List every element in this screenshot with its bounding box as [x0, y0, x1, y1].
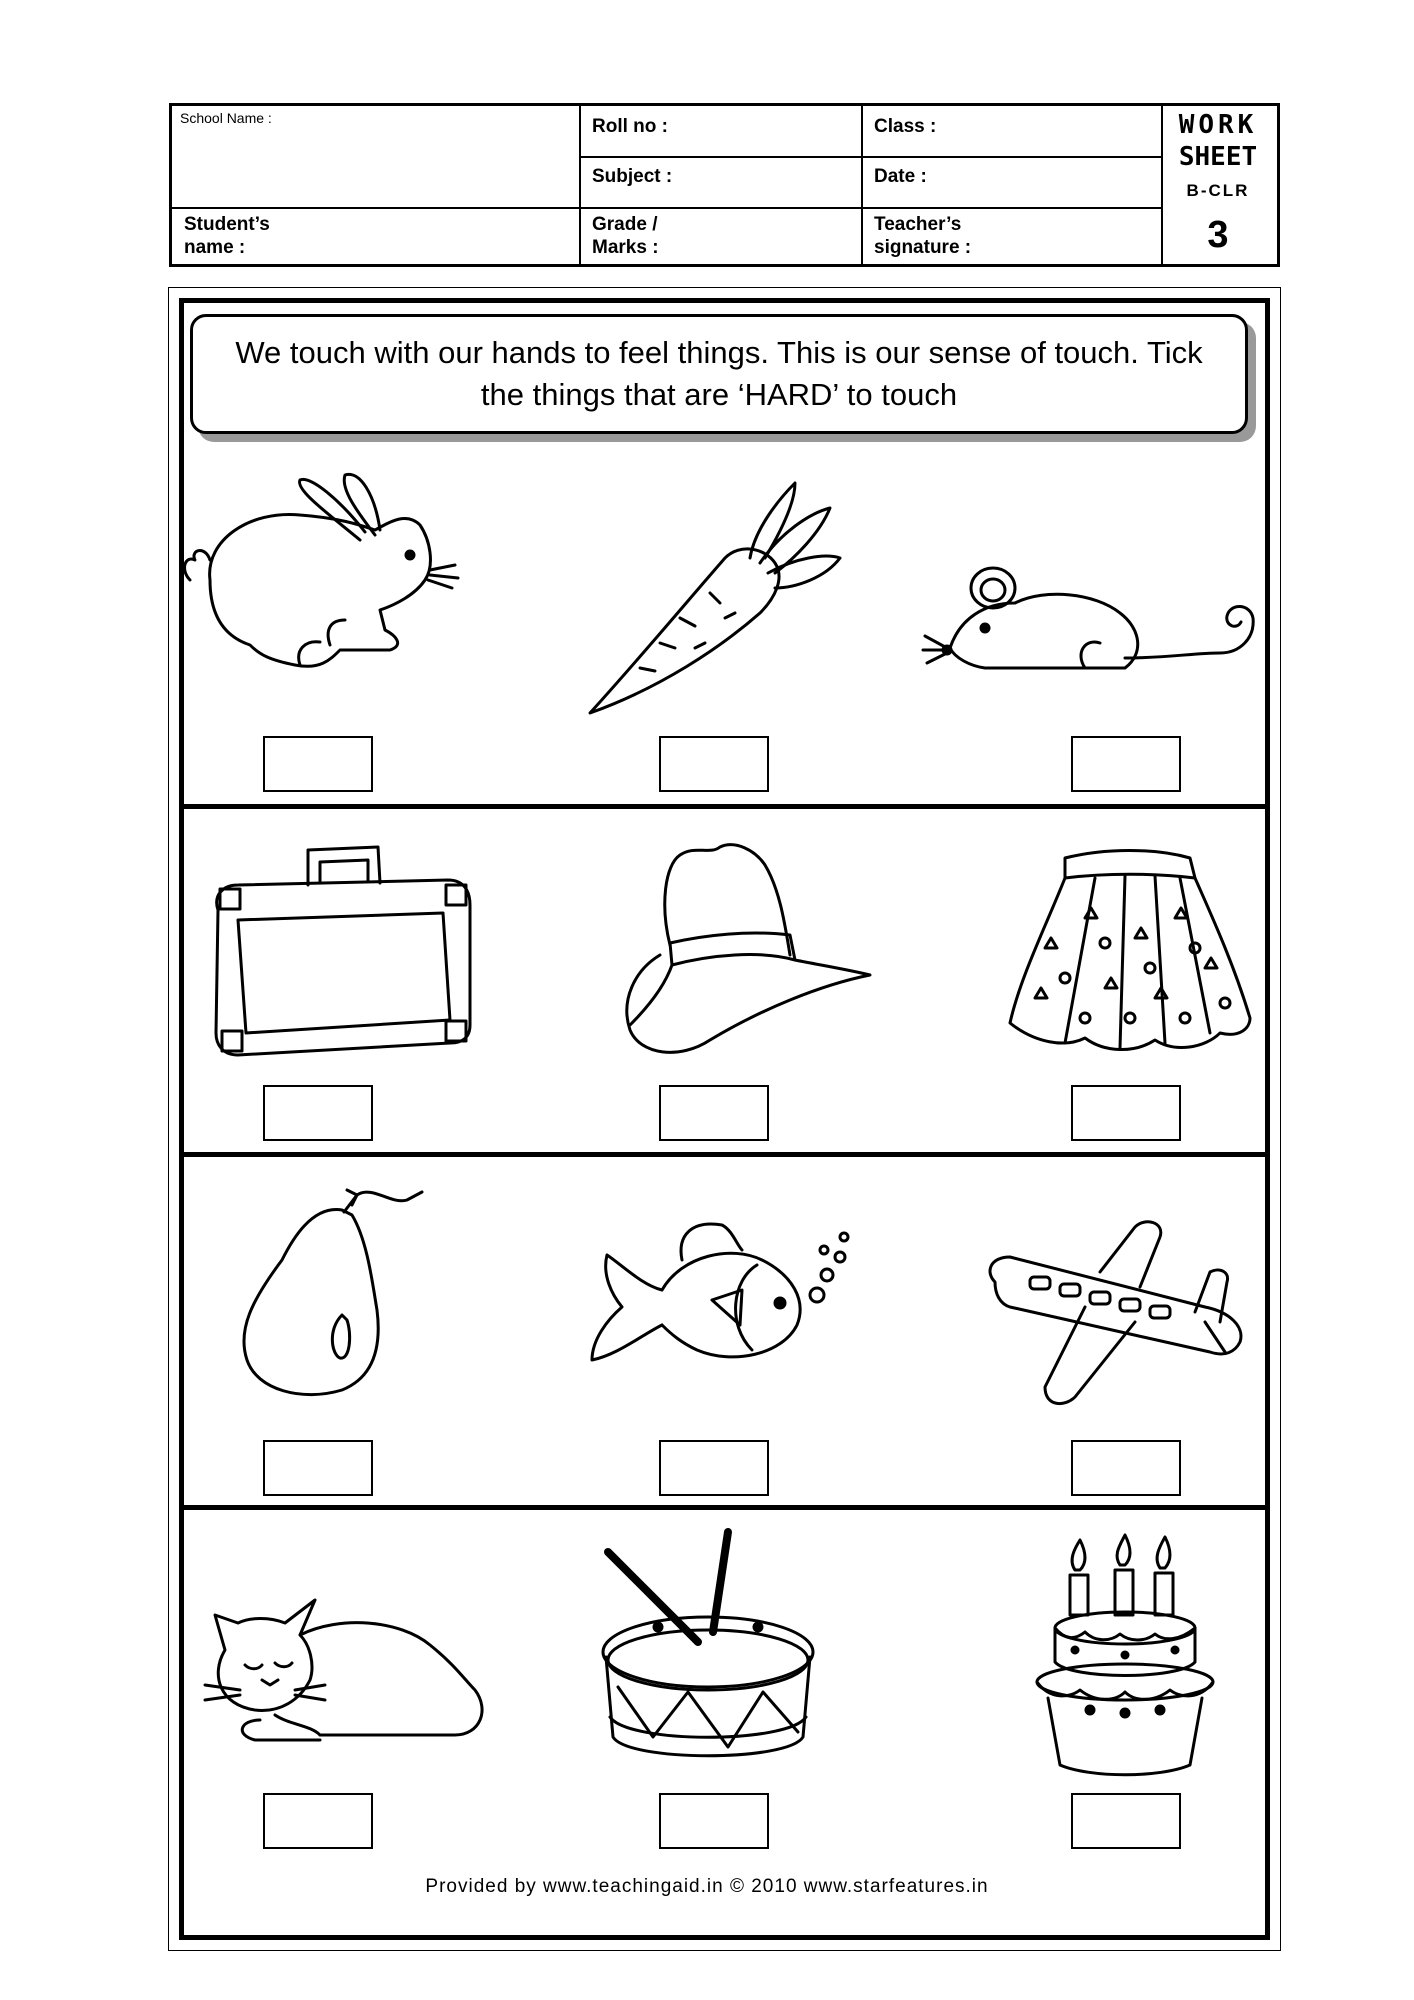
tick-box-airplane[interactable]: [1071, 1440, 1181, 1496]
row-divider: [179, 1505, 1270, 1510]
rabbit-icon: [180, 470, 480, 690]
tick-box-drum[interactable]: [659, 1793, 769, 1849]
worksheet-header: [169, 103, 1280, 267]
drum-icon: [598, 1532, 838, 1772]
date-label: Date :: [874, 166, 927, 187]
tick-box-fish[interactable]: [659, 1440, 769, 1496]
tick-box-mouse[interactable]: [1071, 736, 1181, 792]
airplane-icon: [975, 1212, 1265, 1422]
footer-credit: Provided by www.teachingaid.in © 2010 www.starfeatures.in: [425, 1876, 989, 1897]
tick-box-pear[interactable]: [263, 1440, 373, 1496]
carrot-icon: [580, 478, 850, 718]
tick-box-cake[interactable]: [1071, 1793, 1181, 1849]
tick-box-cat[interactable]: [263, 1793, 373, 1849]
student-name-label: Student’s name :: [184, 214, 270, 258]
tick-box-hat[interactable]: [659, 1085, 769, 1141]
cake-icon: [1030, 1540, 1220, 1775]
skirt-icon: [1005, 848, 1255, 1058]
instruction-text: We touch with our hands to feel things. This is our sense of touch. Tick the things that are ‘HARD’ to touch: [235, 335, 1203, 412]
grade-marks-label: Grade / Marks :: [592, 214, 659, 258]
class-label: Class :: [874, 116, 937, 137]
tick-box-rabbit[interactable]: [263, 736, 373, 792]
teacher-signature-label: Teacher’s signature :: [874, 214, 972, 258]
tick-box-suitcase[interactable]: [263, 1085, 373, 1141]
instruction-box: [190, 314, 1248, 434]
suitcase-icon: [208, 845, 478, 1060]
roll-no-label: Roll no :: [592, 116, 668, 137]
hat-icon: [620, 835, 875, 1060]
row-divider: [179, 1152, 1270, 1157]
subject-label: Subject :: [592, 166, 673, 187]
fish-icon: [582, 1215, 857, 1390]
pear-icon: [232, 1180, 442, 1400]
tick-box-carrot[interactable]: [659, 736, 769, 792]
school-name-label: School Name :: [180, 110, 272, 126]
tick-box-skirt[interactable]: [1071, 1085, 1181, 1141]
worksheet-badge: WORK SHEET B-CLR 3: [1178, 110, 1258, 256]
mouse-icon: [935, 558, 1265, 678]
cat-icon: [200, 1595, 490, 1745]
row-divider: [179, 804, 1270, 809]
